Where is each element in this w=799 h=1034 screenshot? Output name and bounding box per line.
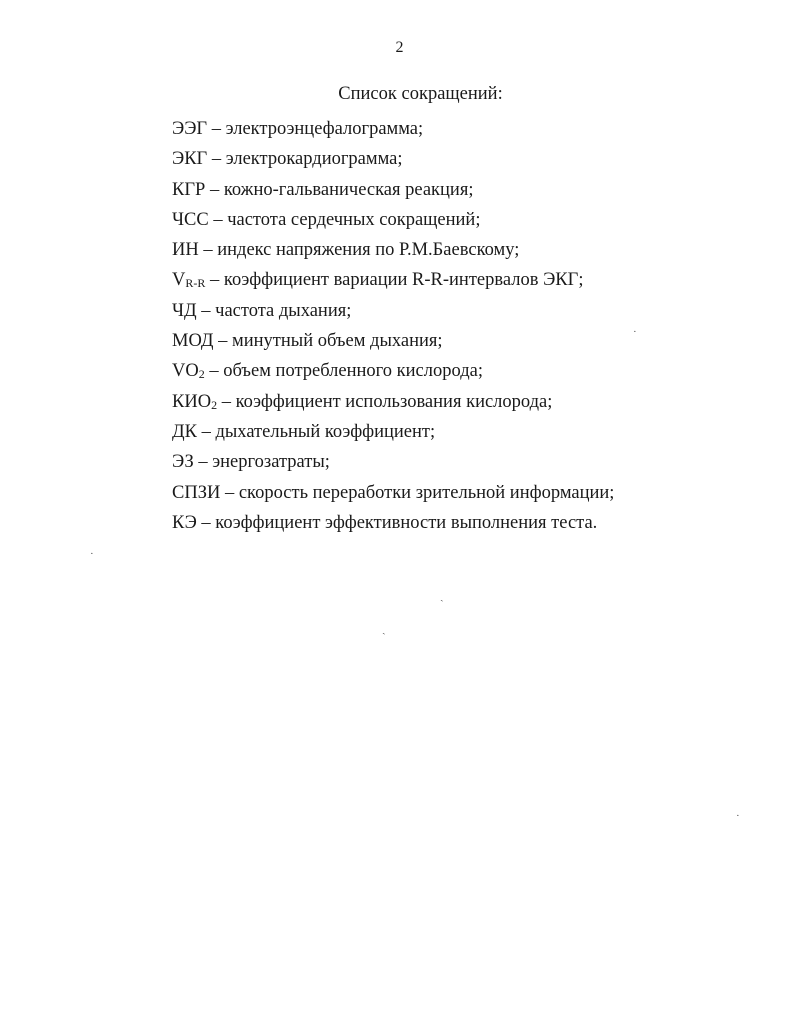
abbreviation-definition: коэффициент эффективности выполнения теста. — [215, 512, 598, 533]
abbreviation-term: VO — [172, 361, 199, 382]
dash-separator: – — [196, 512, 216, 533]
list-item — [172, 235, 614, 265]
list-item — [172, 417, 614, 447]
dash-separator: – — [207, 149, 226, 170]
dash-separator: – — [217, 391, 236, 412]
abbreviation-definition: энергозатраты; — [212, 452, 330, 473]
dash-separator: – — [196, 300, 216, 321]
scan-speck: · — [90, 548, 94, 560]
abbreviation-subscript: R-R — [185, 276, 206, 291]
abbreviation-term: V — [172, 270, 186, 291]
abbreviation-term: ИН — [172, 240, 199, 261]
abbreviation-definition: минутный объем дыхания; — [232, 331, 443, 352]
dash-separator: – — [208, 209, 228, 230]
abbreviation-list — [172, 114, 614, 538]
abbreviation-definition: скорость переработки зрительной информации; — [238, 482, 615, 503]
list-item — [172, 508, 614, 538]
abbreviation-definition: электрокардиограмма; — [225, 149, 403, 170]
scan-speck: · — [633, 326, 637, 338]
abbreviation-term: ЧСС — [172, 209, 209, 230]
list-item — [172, 114, 614, 144]
abbreviation-term: СПЗИ — [172, 482, 221, 503]
abbreviation-definition: частота дыхания; — [215, 300, 352, 321]
scan-speck: ˏ — [440, 590, 444, 602]
dash-separator: – — [207, 119, 226, 139]
abbreviation-term: КГР — [172, 179, 206, 200]
list-item — [172, 447, 614, 477]
dash-separator: – — [205, 179, 224, 200]
dash-separator: – — [196, 421, 216, 442]
dash-separator: – — [193, 452, 213, 473]
abbreviation-definition: коэффициент использования кислорода; — [235, 391, 553, 412]
list-item — [172, 205, 614, 235]
scan-speck: · — [736, 810, 740, 822]
abbreviation-definition: индекс напряжения по Р.М.Баевскому; — [217, 240, 520, 261]
abbreviation-term: КЭ — [172, 512, 197, 533]
abbreviation-definition: дыхательный коэффициент; — [215, 421, 436, 442]
list-item — [172, 296, 614, 326]
abbreviation-definition: коэффициент вариации R-R-интервалов ЭКГ; — [223, 270, 584, 291]
abbreviation-term: ДК — [172, 421, 197, 442]
abbreviation-term: ЭЗ — [172, 452, 194, 473]
abbreviation-term: МОД — [172, 331, 214, 352]
list-item — [172, 387, 614, 417]
abbreviation-definition: объем потребленного кислорода; — [223, 361, 483, 382]
dash-separator: – — [205, 270, 224, 291]
list-item — [172, 356, 614, 386]
page-number: 2 — [395, 39, 404, 56]
dash-separator: – — [204, 361, 224, 382]
abbreviation-definition: электроэнцефалограмма; — [225, 119, 424, 139]
dash-separator: – — [220, 482, 239, 503]
abbreviation-subscript: 2 — [211, 397, 218, 412]
abbreviation-term: ЭЭГ — [172, 119, 208, 139]
list-item — [172, 326, 614, 356]
abbreviation-term: ЭКГ — [172, 149, 208, 170]
abbreviation-definition: кожно-гальваническая реакция; — [223, 179, 474, 200]
abbreviation-definition: частота сердечных сокращений; — [227, 209, 481, 230]
page-title: Список сокращений: — [338, 84, 503, 104]
list-item — [172, 144, 614, 174]
abbreviation-term: ЧД — [172, 300, 197, 321]
abbreviation-term: КИО — [172, 391, 212, 412]
dash-separator: – — [198, 240, 218, 261]
abbreviation-subscript: 2 — [198, 367, 205, 382]
list-item — [172, 478, 614, 508]
list-item — [172, 175, 614, 205]
list-item — [172, 265, 614, 295]
scan-speck: ˏ — [382, 623, 386, 635]
dash-separator: – — [213, 331, 233, 352]
